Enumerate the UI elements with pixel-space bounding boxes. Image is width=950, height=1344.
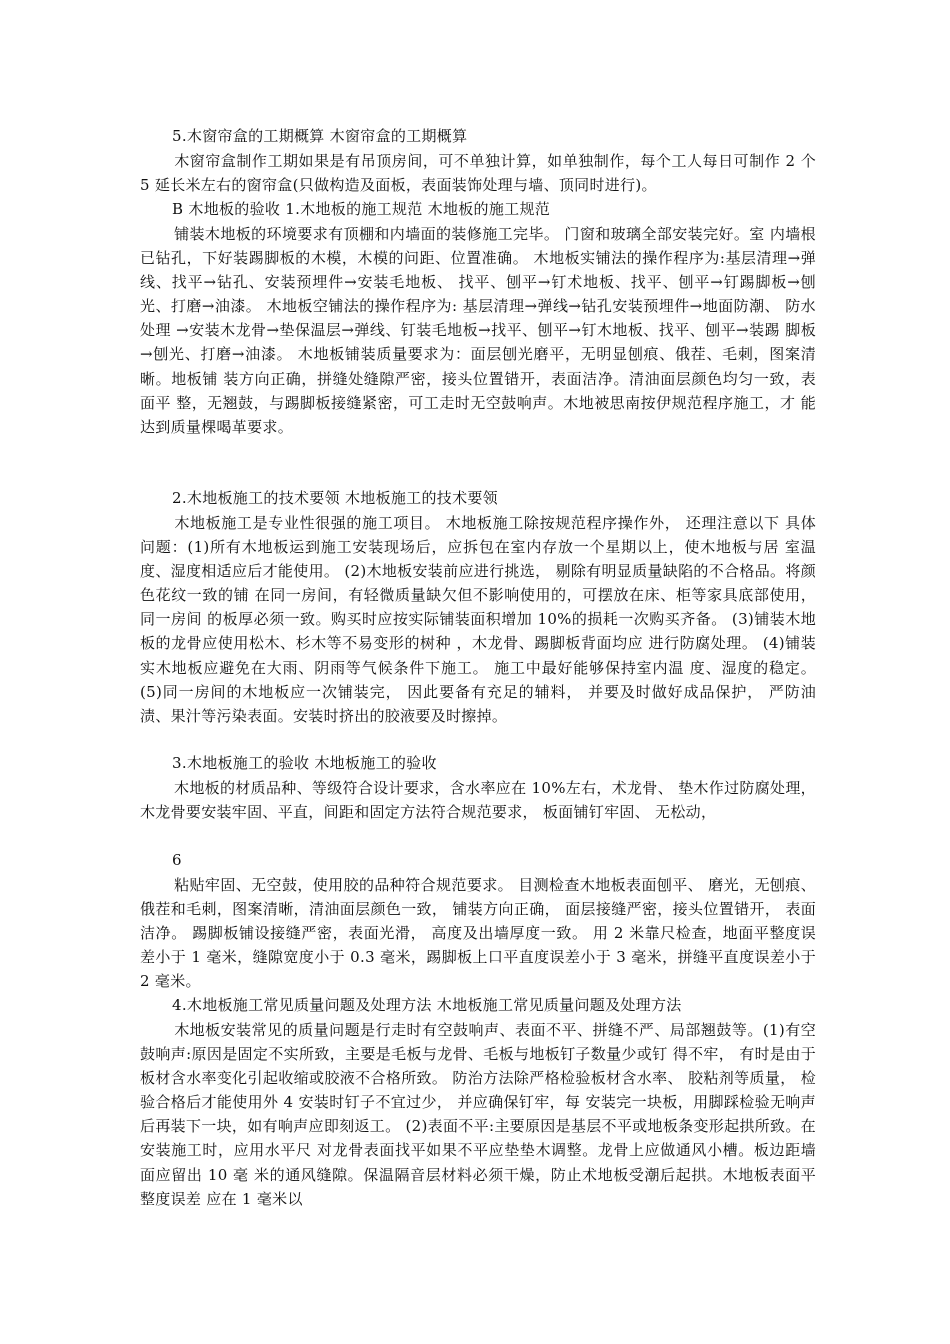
paragraph-acceptance [140,776,816,824]
paragraph-text: 木窗帘盒制作工期如果是有吊顶房间，可不单独计算，如单独制作，每个工人每日可制作 2 个 5 延长米左右的窗帘盒(只做构造及面板，表面装饰处理与墙、顶同时进行)。 [140,152,816,195]
paragraph-text: 木地板施工是专业性很强的施工项目。 木地板施工除按规范程序操作外， 还理注意以下 具体问题：(1)所有木地板运到施工安装现场后，应拆包在室内存放一个星期以上，使木地板与居 室温度、湿度相适应后才能使用。 (2)木地板安装前应进行挑选， 剔除有明显质量缺陷的不合格品。将颜色花纹一致的铺 在同一房间，有轻微质量缺欠但不影响使用的，可摆放在床、柜等家具底部使用，同一房间 的板厚必须一致。购买时应按实际铺装面积增加 10%的损耗一次购买齐备。 (3)铺装木地板的龙骨应使用松木、杉木等不易变形的树种 ，木龙骨、踢脚板背面均应 进行防腐处理。 (4)铺装实木地板应避免在大雨、阴雨等气候条件下施工。 施工中最好能够保持室内温 度、湿度的稳定。 (5)同一房间的木地板应一次铺装完， 因此要备有充足的辅料， 并要及时做好成品保护， 严防油渍、果汁等污染表面。安装时挤出的胶液要及时擦掉。 [140,514,816,725]
paragraph-text: 木地板安装常见的质量问题是行走时有空鼓响声、表面不平、拼缝不严、局部翘鼓等。(1)有空鼓响声:原因是固定不实所致，主要是毛板与龙骨、毛板与地板钉子数量少或钉 得不牢， 有时是由于板材含水率变化引起收缩或胶液不合格所致。 防治方法除严格检验板材含水率、 胶粘剂等质量， 检验合格后才能使用外 4 安装时钉子不宜过少， 并应确保钉牢，每 安装完一块板，用脚踩检验无响声后再装下一块，如有响声应即刻返工。 (2)表面不平:主要原因是基层不平或地板条变形起拱所致。在安装施工时，应用水平尺 对龙骨表面找平如果不平应垫垫木调整。龙骨上应做通风小槽。板边距墙面应留出 10 毫 米的通风缝隙。保温隔音层材料必须干燥，防止术地板受潮后起拱。木地板表面平整度误差 应在 1 毫米以 [140,1021,816,1208]
paragraph-window-valance [140,149,816,197]
section-heading-acceptance: 3.木地板施工的验收 木地板施工的验收 [172,754,437,772]
paragraph-technical-points [140,511,816,728]
paragraph-common-problems [140,1018,816,1211]
paragraph-text: 木地板的材质品种、等级符合设计要求，含水率应在 10%左右，术龙骨、 垫木作过防腐处理，木龙骨要安装牢固、平直，间距和固定方法符合规范要求， 板面铺钉牢固、 无松动， [140,779,816,822]
section-heading-window-valance: 5.木窗帘盒的工期概算 木窗帘盒的工期概算 [172,127,468,145]
paragraph-floor-spec [140,222,816,439]
section-heading-common-problems: 4.木地板施工常见质量问题及处理方法 木地板施工常见质量问题及处理方法 [172,996,682,1014]
section-heading-technical-points: 2.木地板施工的技术要领 木地板施工的技术要领 [172,489,498,507]
paragraph-text: 粘贴牢固、无空鼓，使用胶的品种符合规范要求。 目测检查木地板表面刨平、 磨光，无刨痕、俄茬和毛刺，图案清晰，清油面层颜色一致， 铺装方向正确， 面层接缝严密，接头位置错开， 表面洁净。 踢脚板铺设接缝严密，表面光滑， 高度及出墙厚度一致。 用 2 米靠尺检查，地面平整度误差小于 1 毫米，缝隙宽度小于 0.3 毫米，踢脚板上口平直度误差小于 3 毫米，拼缝平直度误差小于 2 毫米。 [140,876,816,991]
page-number: 6 [172,851,182,869]
section-heading-floor-spec: B 木地板的验收 1.木地板的施工规范 木地板的施工规范 [172,200,551,218]
paragraph-acceptance-continued [140,873,816,993]
paragraph-text: 铺装木地板的环境要求有顶棚和内墙面的装修施工完毕。 门窗和玻璃全部安装完好。室 内墙根已钻孔，下好装踢脚板的木模，木模的问距、位置准确。 木地板实铺法的操作程序为:基层清理→弹线、找平→钻孔、安装预埋件→安装毛地板、 找平、刨平→钉术地板、找平、刨平→钉踢脚板→刨光、打磨→油漆。 木地板空铺法的操作程序为: 基层清理→弹线→钻孔安装预埋件→地面防潮、 防水处理 →安装木龙骨→垫保温层→弹线、钉装毛地板→找平、刨平→钉木地板、找平、刨平→装踢 脚板→刨光、打磨→油漆。 木地板铺装质量要求为：面层刨光磨平，无明显刨痕、俄茬、毛刺，图案清晰。地板铺 装方向正确，拼缝处缝隙严密，接头位置错开，表面洁净。清油面层颜色均匀一致，表面平 整，无翘鼓，与踢脚板接缝紧密，可工走时无空鼓响声。木地被思南按伊规范程序施工，才 能达到质量棵喝革要求。 [140,225,816,436]
